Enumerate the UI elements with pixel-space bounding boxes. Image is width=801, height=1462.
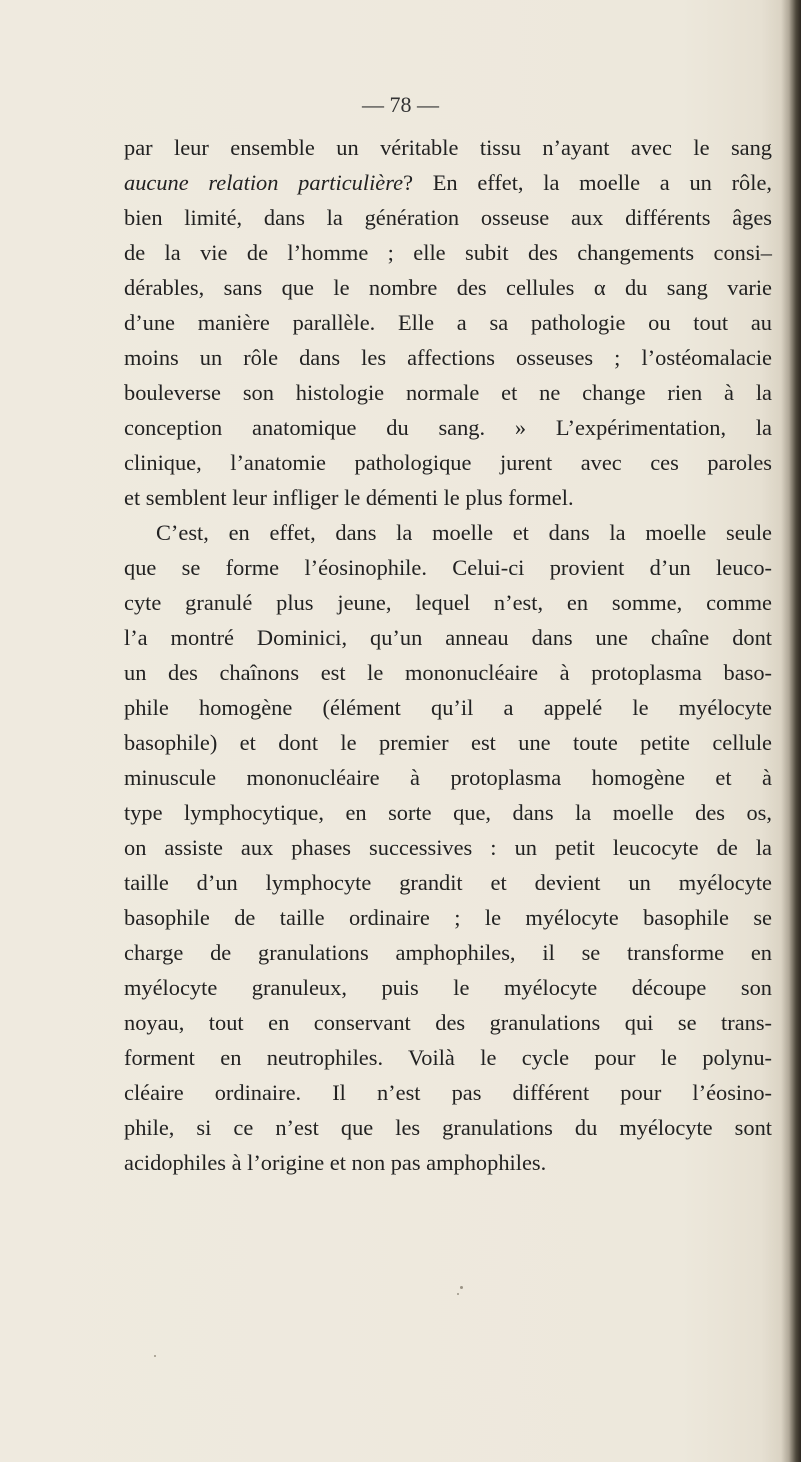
text-segment: basophile de taille ordinaire ; le myélocyte basophile se (124, 905, 772, 930)
text-line (124, 1145, 772, 1180)
text-segment: un des chaînons est le mononucléaire à protoplasma baso- (124, 660, 772, 685)
text-segment: charge de granulations amphophiles, il se transforme en (124, 940, 772, 965)
text-segment: basophile) et dont le premier est une toute petite cellule (124, 730, 772, 755)
text-segment: d’une manière parallèle. Elle a sa pathologie ou tout au (124, 310, 772, 335)
text-segment: myélocyte granuleux, puis le myélocyte découpe son (124, 975, 772, 1000)
text-line (124, 865, 772, 900)
text-line (124, 200, 772, 235)
text-line (124, 1040, 772, 1075)
italic-text: aucune relation particulière (124, 170, 404, 195)
text-line (124, 1075, 772, 1110)
paper-speck (154, 1355, 156, 1357)
paragraph (124, 515, 772, 1180)
text-segment: de la vie de l’homme ; elle subit des changements consi– (124, 240, 772, 265)
text-segment: phile homogène (élément qu’il a appelé le myélocyte (124, 695, 772, 720)
text-segment: dérables, sans que le nombre des cellules α du sang varie (124, 275, 772, 300)
text-line (124, 480, 772, 515)
paragraph (124, 130, 772, 515)
text-segment: clinique, l’anatomie pathologique jurent avec ces paroles (124, 450, 772, 475)
text-line (124, 305, 772, 340)
text-segment: bouleverse son histologie normale et ne change rien à la (124, 380, 772, 405)
text-line (124, 445, 772, 480)
text-line (124, 375, 772, 410)
text-line (124, 970, 772, 1005)
text-segment: que se forme l’éosinophile. Celui-ci provient d’un leuco- (124, 555, 772, 580)
text-line (124, 550, 772, 585)
text-segment: ? En effet, la moelle a un rôle, (403, 170, 772, 195)
paper-speck (460, 1286, 463, 1289)
text-line (124, 620, 772, 655)
text-line (124, 830, 772, 865)
page-edge-shadow (781, 0, 801, 1462)
text-line (124, 340, 772, 375)
text-line (124, 235, 772, 270)
text-line (124, 725, 772, 760)
text-segment: bien limité, dans la génération osseuse aux différents âges (124, 205, 772, 230)
page-number: — 78 — (362, 92, 439, 117)
text-segment: acidophiles à l’origine et non pas amphophiles. (124, 1150, 547, 1175)
text-segment: par leur ensemble un véritable tissu n’ayant avec le sang (124, 135, 772, 160)
text-line (124, 585, 772, 620)
text-line (124, 655, 772, 690)
text-line (124, 130, 772, 165)
text-segment: forment en neutrophiles. Voilà le cycle pour le polynu- (124, 1045, 772, 1070)
text-segment: taille d’un lymphocyte grandit et devient un myélocyte (124, 870, 772, 895)
text-line (124, 1005, 772, 1040)
text-segment: l’a montré Dominici, qu’un anneau dans une chaîne dont (124, 625, 772, 650)
text-line (124, 165, 772, 200)
text-segment: C’est, en effet, dans la moelle et dans la moelle seule (156, 520, 772, 545)
text-segment: conception anatomique du sang. » L’expérimentation, la (124, 415, 772, 440)
body-text (124, 130, 772, 1180)
text-line (124, 795, 772, 830)
paper-speck (457, 1293, 459, 1295)
text-segment: cléaire ordinaire. Il n’est pas différent pour l’éosino- (124, 1080, 772, 1105)
text-line (124, 515, 772, 550)
text-segment: phile, si ce n’est que les granulations du myélocyte sont (124, 1115, 772, 1140)
text-line (124, 690, 772, 725)
text-line (124, 900, 772, 935)
text-segment: noyau, tout en conservant des granulations qui se trans- (124, 1010, 772, 1035)
text-line (124, 935, 772, 970)
text-segment: et semblent leur infliger le démenti le plus formel. (124, 485, 574, 510)
text-segment: cyte granulé plus jeune, lequel n’est, en somme, comme (124, 590, 772, 615)
text-line (124, 1110, 772, 1145)
text-line (124, 760, 772, 795)
text-segment: minuscule mononucléaire à protoplasma homogène et à (124, 765, 772, 790)
text-line (124, 270, 772, 305)
text-segment: on assiste aux phases successives : un petit leucocyte de la (124, 835, 772, 860)
text-line (124, 410, 772, 445)
text-segment: type lymphocytique, en sorte que, dans la moelle des os, (124, 800, 772, 825)
text-segment: moins un rôle dans les affections osseuses ; l’ostéomalacie (124, 345, 772, 370)
